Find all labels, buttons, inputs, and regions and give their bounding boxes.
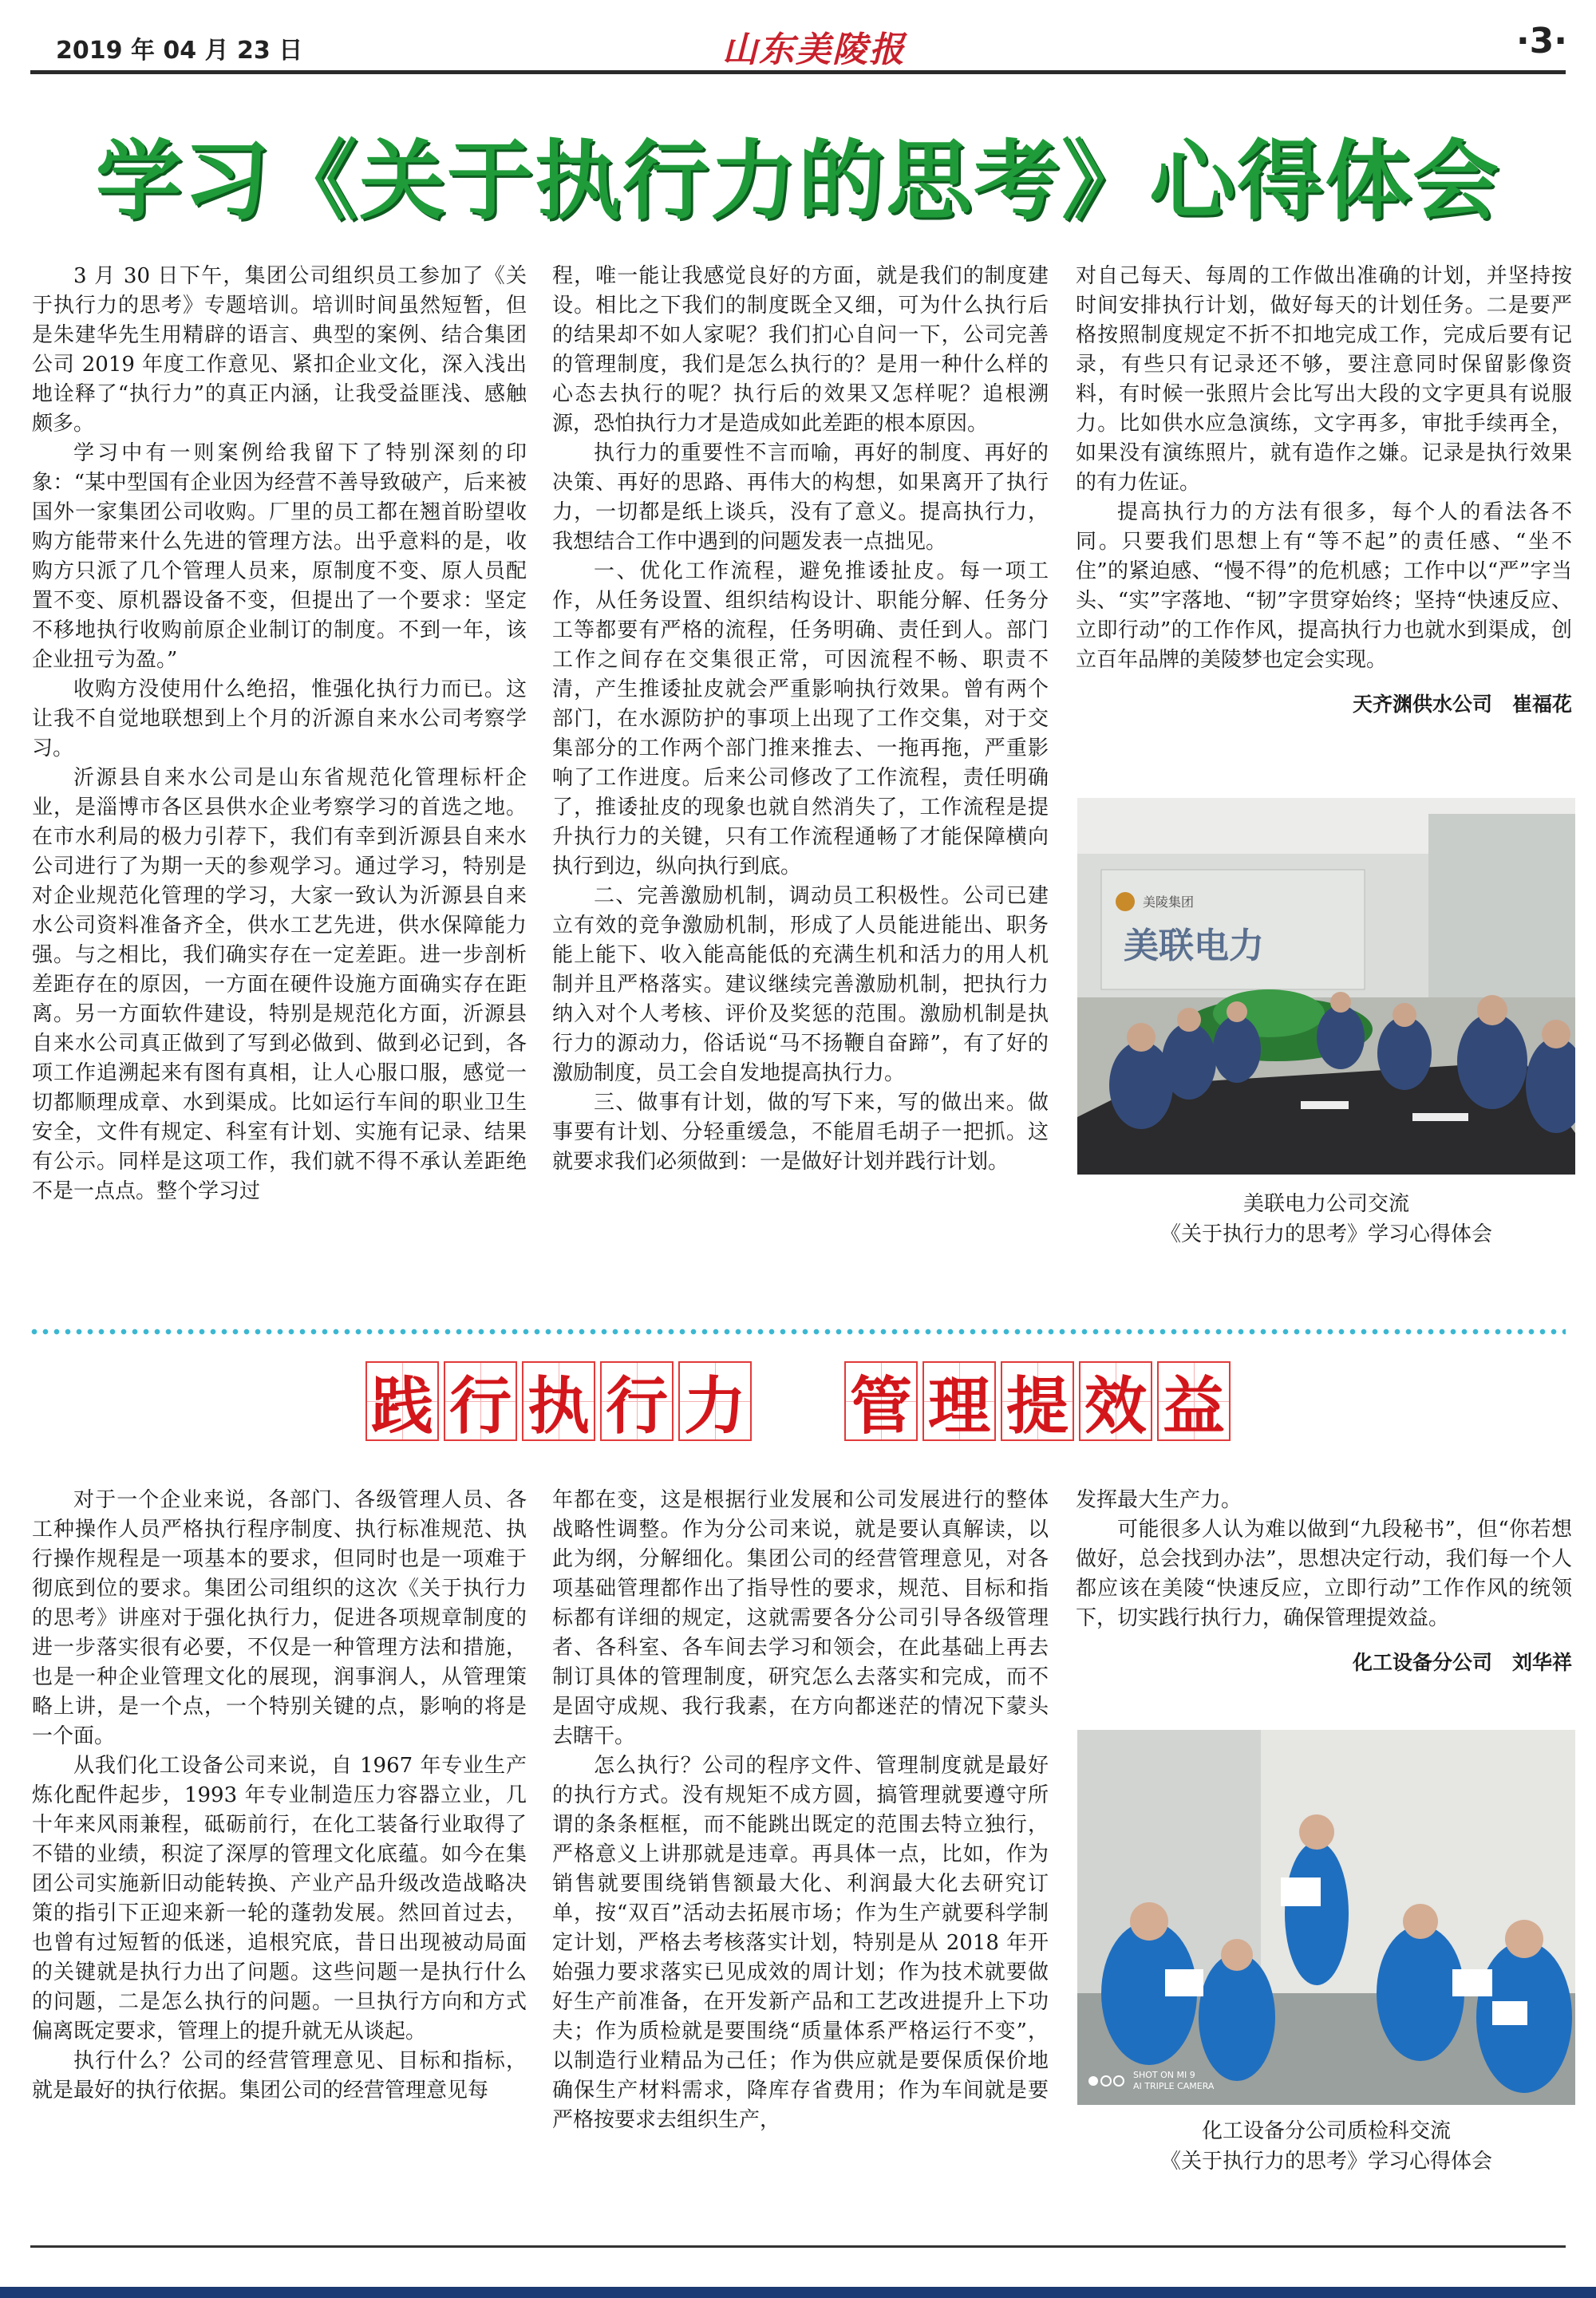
caption-line: 《关于执行力的思考》学习心得体会 bbox=[1159, 2150, 1492, 2174]
paragraph: 年都在变，这是根据行业发展和公司发展进行的整体战略性调整。作为分公司来说，就是要认真解读，以此为纲，分解细化。集团公司的经营管理意见，对各项基础管理都作出了指导性的要求，规范、目标和指标都有详细的规定，这就需要各分公司引导各级管理者、各科室、各车间去学习和领会，在此基础上再去制订具体的管理制度，研究怎么去落实和完成，而不是固守成规、我行我素，在方向都迷茫的情况下蒙头去瞎干。 bbox=[552, 1488, 1049, 1748]
meeting-photo-image bbox=[1077, 798, 1575, 1175]
caption-line: 化工设备分公司质检科交流 bbox=[1201, 2119, 1451, 2143]
title-char: 力 bbox=[678, 1361, 752, 1441]
paragraph: 可能很多人认为难以做到“九段秘书”，但“你若想做好，总会找到办法”，思想决定行动，我们每一个人都应该在美陵“快速反应，立即行动”工作作风的统领下，切实践行执行力，确保管理提效益。 bbox=[1076, 1518, 1572, 1630]
issue-date: 2019 年 04 月 23 日 bbox=[56, 37, 303, 65]
article2-byline: 化工设备分公司 刘华祥 bbox=[1352, 1651, 1572, 1674]
paragraph: 发挥最大生产力。 bbox=[1076, 1488, 1242, 1512]
title-char: 行 bbox=[444, 1361, 517, 1441]
inspection-photo-image bbox=[1077, 1730, 1575, 2105]
title-char: 益 bbox=[1157, 1361, 1231, 1441]
paragraph: 对于一个企业来说，各部门、各级管理人员、各工种操作人员严格执行程序制度、执行标准规范、执行操作规程是一项基本的要求，但同时也是一项难于彻底到位的要求。集团公司组织的这次《关于执行力的思考》讲座对于强化执行力，促进各项规章制度的进一步落实很有必要，不仅是一种管理方法和措施，也是一种企业管理文化的展现，润事润人，从管理策略上讲，是一个点，一个特别关键的点，影响的将是一个面。 bbox=[32, 1488, 527, 1748]
header-rule bbox=[30, 70, 1566, 74]
caption-line: 美联电力公司交流 bbox=[1242, 1192, 1409, 1216]
paragraph: 提高执行力的方法有很多，每个人的看法各不同。只要我们思想上有“等不起”的责任感、“坐不住”的紧迫感、“慢不得”的危机感；工作中以“严”字当头、“实”字落地、“韧”字贯穿始终；坚持“快速反应、立即行动”的工作作风，提高执行力也就水到渠成，创立百年品牌的美陵梦也定会实现。 bbox=[1076, 500, 1572, 672]
paragraph: 怎么执行？公司的程序文件、管理制度就是最好的执行方式。没有规矩不成方圆，搞管理就要遵守所谓的条条框框，而不能跳出既定的范围去特立独行，严格意义上讲那就是违章。再具体一点，比如，作为销售就要围绕销售额最大化、利润最大化去研究订单，按“双百”活动去拓展市场；作为生产就要科学制定计划，严格去考核落实计划，特别是从 2018 年开始强力要求落实已见成效的周计划；作为技术就要做好生产前准备，在开发新产品和工艺改进提升上下功夫；作为质检就是要围绕“质量体系严格运行不变”，以制造行业精品为己任；作为供应就是要保质保价地确保生产材料需求，降库存省费用；作为车间就是要严格按要求去组织生产， bbox=[552, 1754, 1049, 2132]
article1-column-1 bbox=[32, 262, 527, 1206]
article2-caption bbox=[1077, 2116, 1575, 2177]
paragraph: 三、做事有计划，做的写下来，写的做出来。做事要有计划、分轻重缓急，不能眉毛胡子一把抓。这就要求我们必须做到：一是做好计划并践行计划。 bbox=[552, 1091, 1049, 1174]
caption-line: 《关于执行力的思考》学习心得体会 bbox=[1159, 1222, 1492, 1246]
article2-column-2 bbox=[552, 1486, 1049, 2135]
paragraph: 执行什么？公司的经营管理意见、目标和指标，就是最好的执行依据。集团公司的经营管理意见每 bbox=[32, 2049, 527, 2103]
paragraph: 学习中有一则案例给我留下了特别深刻的印象：“某中型国有企业因为经营不善导致破产，后来被国外一家集团公司收购。厂里的员工都在翘首盼望收购方能带来什么先进的管理方法。出乎意料的是，收购方只派了几个管理人员来，原制度不变、原人员配置不变、原机器设备不变，但提出了一个要求：坚定不移地执行收购前原企业制订的制度。不到一年，该企业扭亏为盈。” bbox=[32, 441, 527, 672]
article1-photo bbox=[1077, 798, 1575, 1175]
footer-bar bbox=[0, 2287, 1596, 2298]
article1-column-2 bbox=[552, 262, 1049, 1177]
title-char: 管 bbox=[844, 1361, 918, 1441]
paragraph: 收购方没使用什么绝招，惟强化执行力而已。这让我不自觉地联想到上个月的沂源自来水公司考察学习。 bbox=[32, 677, 527, 760]
paragraph: 从我们化工设备公司来说，自 1967 年专业生产炼化配件起步，1993 年专业制造压力容器立业，几十年来风雨兼程，砥砺前行，在化工装备行业取得了不错的业绩，积淀了深厚的管理文化底蕴。如今在集团公司实施新旧动能转换、产业产品升级改造战略决策的指引下正迎来新一轮的蓬勃发展。然回首过去，也曾有过短暂的低迷，追根究底，昔日出现被动局面的关键就是执行力出了问题。这些问题一是执行什么的问题，二是怎么执行的问题。一旦执行方向和方式偏离既定要求，管理上的提升就无从谈起。 bbox=[32, 1754, 527, 2043]
article1-title: 学习《关于执行力的思考》心得体会 bbox=[95, 132, 1500, 231]
paragraph: 一、优化工作流程，避免推诿扯皮。每一项工作，从任务设置、组织结构设计、职能分解、任务分工等都要有严格的流程，任务明确、责任到人。部门工作之间存在交集很正常，可因流程不畅、职责不清，产生推诿扯皮就会严重影响执行效果。曾有两个部门，在水源防护的事项上出现了工作交集，对于交集部分的工作两个部门推来推去、一拖再拖，严重影响了工作进度。后来公司修改了工作流程，责任明确了，推诿扯皮的现象也就自然消失了，工作流程是提升执行力的关键，只有工作流程通畅了才能保障横向执行到边，纵向执行到底。 bbox=[552, 559, 1049, 879]
article1-byline: 天齐渊供水公司 崔福花 bbox=[1352, 693, 1572, 716]
page-number: ·3· bbox=[1515, 21, 1567, 61]
title-char: 提 bbox=[1001, 1361, 1074, 1441]
photo-wall-sign: 美联电力 bbox=[1124, 926, 1264, 966]
title-char: 践 bbox=[365, 1361, 439, 1441]
article1-caption bbox=[1077, 1189, 1575, 1250]
footer-rule bbox=[30, 2245, 1566, 2248]
svg-text:美陵集团: 美陵集团 bbox=[1143, 894, 1195, 910]
photo-watermark: SHOT ON MI 9 bbox=[1133, 2070, 1195, 2080]
photo-watermark: AI TRIPLE CAMERA bbox=[1133, 2081, 1215, 2091]
paragraph: 3 月 30 日下午，集团公司组织员工参加了《关于执行力的思考》专题培训。培训时间虽然短暂，但是朱建华先生用精辟的语言、典型的案例、结合集团公司 2019 年度工作意见、紧扣企业文化，深入浅出地诠释了“执行力”的真正内涵，让我受益匪浅、感触颇多。 bbox=[32, 264, 527, 436]
title-char: 行 bbox=[600, 1361, 674, 1441]
paragraph: 二、完善激励机制，调动员工积极性。公司已建立有效的竞争激励机制，形成了人员能进能出、职务能上能下、收入能高能低的充满生机和活力的用人机制并且严格落实。建议继续完善激励机制，把执行力纳入对个人考核、评价及奖惩的范围。激励机制是执行力的源动力，俗话说“马不扬鞭自奋蹄”，有了好的激励制度，员工会自发地提高执行力。 bbox=[552, 884, 1049, 1085]
title-char: 执 bbox=[522, 1361, 595, 1441]
article2-title bbox=[223, 1361, 1373, 1449]
title-char: 理 bbox=[922, 1361, 996, 1441]
section-divider bbox=[30, 1328, 1566, 1336]
title-gap bbox=[754, 1361, 842, 1449]
article1-column-3 bbox=[1076, 262, 1572, 719]
masthead: 山东美陵报 bbox=[722, 30, 906, 70]
article2-photo bbox=[1077, 1730, 1575, 2105]
article2-column-3 bbox=[1076, 1486, 1572, 1677]
article2-column-1 bbox=[32, 1486, 527, 2106]
title-char: 效 bbox=[1079, 1361, 1152, 1441]
paragraph: 程，唯一能让我感觉良好的方面，就是我们的制度建设。相比之下我们的制度既全又细，可为什么执行后的结果却不如人家呢？我们扪心自问一下，公司完善的管理制度，我们是怎么执行的？是用一种什么样的心态去执行的呢？执行后的效果又怎样呢？追根溯源，恐怕执行力才是造成如此差距的根本原因。 bbox=[552, 264, 1049, 436]
paragraph: 沂源县自来水公司是山东省规范化管理标杆企业，是淄博市各区县供水企业考察学习的首选之地。在市水利局的极力引荐下，我们有幸到沂源县自来水公司进行了为期一天的参观学习。通过学习，特别是对企业规范化管理的学习，大家一致认为沂源县自来水公司资料准备齐全，供水工艺先进，供水保障能力强。与之相比，我们确实存在一定差距。进一步剖析差距存在的原因，一方面在硬件设施方面确实存在距离。另一方面软件建设，特别是规范化方面，沂源县自来水公司真正做到了写到必做到、做到必记到，各项工作追溯起来有图有真相，让人心服口服，感觉一切都顺理成章、水到渠成。比如运行车间的职业卫生安全，文件有规定、科室有计划、实施有记录、结果有公示。同样是这项工作，我们就不得不承认差距绝不是一点点。整个学习过 bbox=[32, 766, 527, 1203]
paragraph: 执行力的重要性不言而喻，再好的制度、再好的决策、再好的思路、再伟大的构想，如果离开了执行力，一切都是纸上谈兵，没有了意义。提高执行力，我想结合工作中遇到的问题发表一点拙见。 bbox=[552, 441, 1049, 554]
paragraph: 对自己每天、每周的工作做出准确的计划，并坚持按时间安排执行计划，做好每天的计划任务。二是要严格按照制度规定不折不扣地完成工作，完成后要有记录，有些只有记录还不够，要注意同时保留影像资料，有时候一张照片会比写出大段的文字更具有说服力。比如供水应急演练，文字再多，审批手续再全，如果没有演练照片，就有造作之嫌。记录是执行效果的有力佐证。 bbox=[1076, 264, 1572, 495]
